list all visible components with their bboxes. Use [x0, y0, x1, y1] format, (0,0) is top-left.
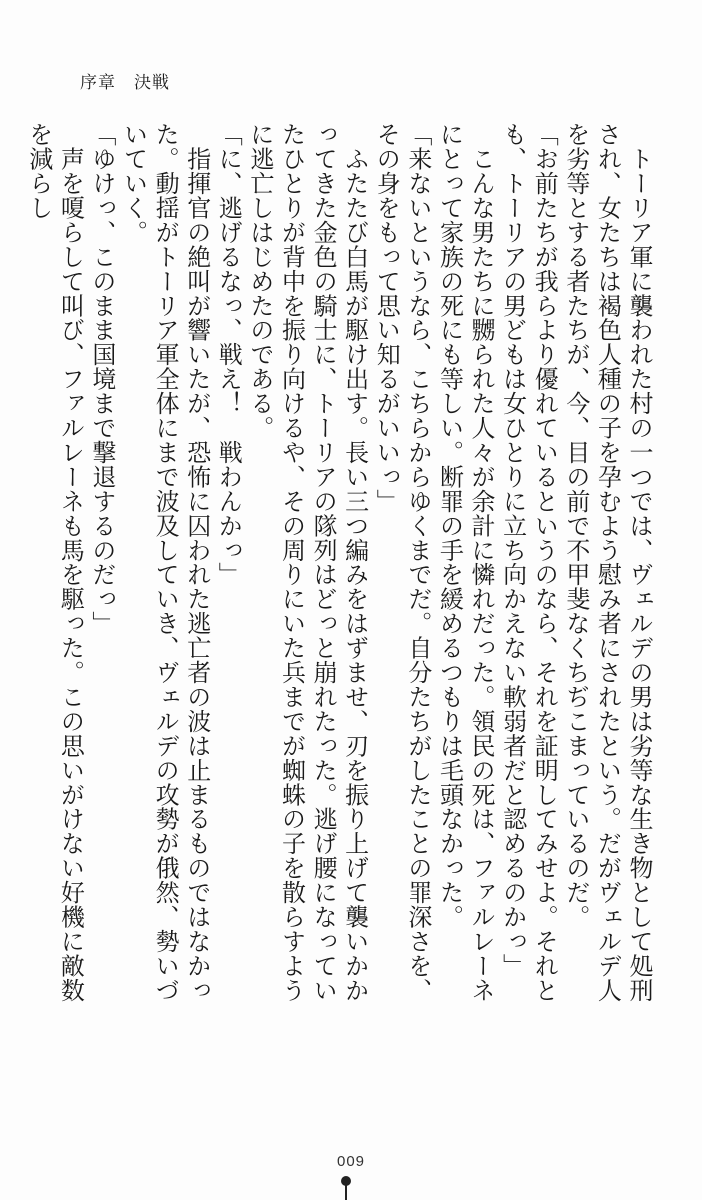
- paragraph: 「ゆけっ、このまま国境まで撃退するのだっ」: [87, 122, 116, 636]
- paragraph: 指揮官の絶叫が響いたが、恐怖に囚われた逃亡者の波は止まるものではなかった。動揺がトーリア軍全体にまで波及していき、ヴェルデの攻勢が俄然、勢いづいていく。: [119, 122, 211, 1003]
- paragraph: こんな男たちに嬲られた人々が余計に憐れだった。領民の死は、ファルレーネにとって家族の死にも等しい。断罪の手を緩めるつもりは毛頭なかった。: [435, 122, 496, 1003]
- paragraph: 「に、逃げるなっ、戦え！ 戦わんかっ」: [214, 122, 243, 587]
- binding-line: [345, 1178, 347, 1200]
- paragraph: 「来ないというなら、こちらからゆくまでだ。自分たちがしたことの罪深さを、その身をもって思い知るがいいっ」: [372, 122, 432, 1003]
- page-number: 009: [336, 1153, 366, 1170]
- paragraph: 声を嗄らして叫び、ファルレーネも馬を駆った。この思いがけない好機に敵数を減らし: [24, 122, 85, 1003]
- paragraph: 「お前たちが我らより優れているというのなら、それを証明してみせよ。それとも、トーリアの男どもは女ひとりに立ち向かえない軟弱者だと認めるのかっ」: [498, 122, 559, 1003]
- body-text: [14, 122, 654, 1022]
- paragraph: トーリア軍に襲われた村の一つでは、ヴェルデの男は劣等な生き物として処刑され、女たちは褐色人種の子を孕むよう慰み者にされたという。だがヴェルデ人を劣等とする者たちが、今、目の前で不甲斐なくちぢこまっているのだ。: [561, 122, 653, 1003]
- chapter-header: 序章 決戦: [80, 73, 170, 93]
- paragraph: ふたたび白馬が駆け出す。長い三つ編みをはずませ、刃を振り上げて襲いかかってきた金色の騎士に、トーリアの隊列はどっと崩れたった。逃げ腰になっていたひとりが背中を振り向けるや、その周りにいた兵までが蜘蛛の子を散らすように逃亡しはじめたのである。: [245, 122, 369, 1003]
